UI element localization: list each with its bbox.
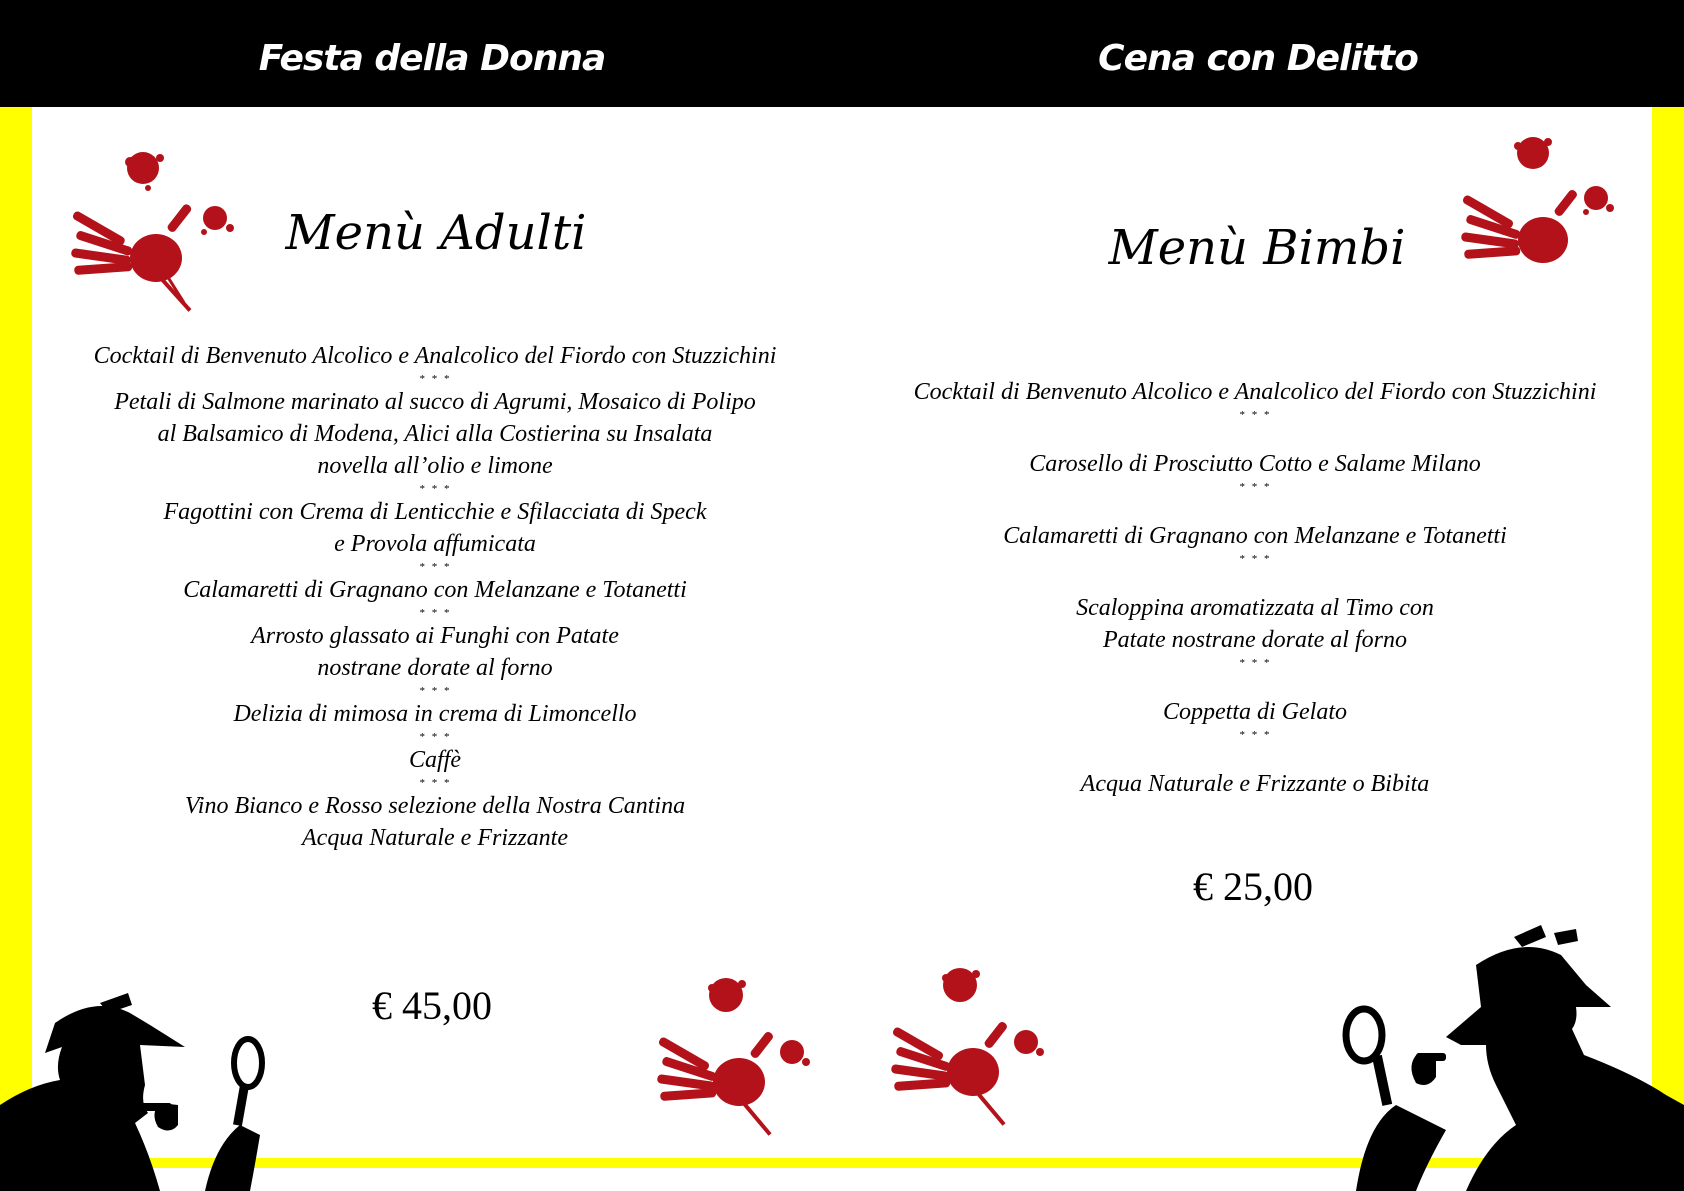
bloody-handprint-icon	[888, 960, 1058, 1130]
separator: * * *	[1239, 481, 1271, 493]
menu-item: Acqua Naturale e Frizzante o Bibita	[1080, 771, 1430, 797]
separator: * * *	[419, 373, 451, 385]
separator: * * *	[419, 731, 451, 743]
adult-menu-list	[40, 340, 830, 854]
bloody-handprint-icon	[1458, 128, 1628, 298]
adult-menu-price: € 45,00	[372, 983, 492, 1028]
menu-item: Delizia di mimosa in crema di Limoncello	[233, 701, 637, 727]
separator: * * *	[1239, 729, 1271, 741]
menu-item: al Balsamico di Modena, Alici alla Costierina su Insalata	[157, 421, 713, 447]
menu-item: Fagottini con Crema di Lenticchie e Sfilacciata di Speck	[163, 499, 707, 525]
header-title-left: Festa della Donna	[258, 38, 606, 79]
separator: * * *	[419, 777, 451, 789]
separator: * * *	[1239, 657, 1271, 669]
menu-item: Scaloppina aromatizzata al Timo con	[1076, 595, 1434, 621]
separator: * * *	[419, 607, 451, 619]
menu-item: Calamaretti di Gragnano con Melanzane e Totanetti	[1003, 523, 1507, 549]
separator: * * *	[419, 685, 451, 697]
header-title-right: Cena con Delitto	[1098, 38, 1418, 79]
adult-menu-heading: Menù Adulti	[285, 205, 587, 261]
menu-item: e Provola affumicata	[334, 531, 536, 557]
menu-item: Patate nostrane dorate al forno	[1103, 627, 1407, 653]
menu-item: Calamaretti di Gragnano con Melanzane e Totanetti	[183, 577, 687, 603]
menu-item: novella all’olio e limone	[317, 453, 553, 479]
menu-item: Vino Bianco e Rosso selezione della Nostra Cantina	[184, 793, 686, 819]
menu-item: Arrosto glassato ai Funghi con Patate	[251, 623, 619, 649]
separator: * * *	[1239, 409, 1271, 421]
menu-item: nostrane dorate al forno	[317, 655, 553, 681]
separator: * * *	[1239, 553, 1271, 565]
detective-silhouette-icon	[1336, 925, 1684, 1191]
menu-item: Cocktail di Benvenuto Alcolico e Analcolico del Fiordo con Stuzzichini	[913, 379, 1597, 405]
menu-item: Carosello di Prosciutto Cotto e Salame Milano	[1029, 451, 1481, 477]
menu-item: Coppetta di Gelato	[1163, 699, 1347, 725]
detective-silhouette-icon	[0, 985, 270, 1191]
separator: * * *	[419, 483, 451, 495]
kids-menu-price: € 25,00	[1193, 864, 1313, 909]
menu-item: Acqua Naturale e Frizzante	[302, 825, 568, 851]
menu-item: Petali di Salmone marinato al succo di Agrumi, Mosaico di Polipo	[114, 389, 756, 415]
separator: * * *	[419, 561, 451, 573]
menu-item: Cocktail di Benvenuto Alcolico e Analcolico del Fiordo con Stuzzichini	[93, 343, 777, 369]
kids-menu-list	[860, 376, 1650, 800]
kids-menu-heading: Menù Bimbi	[1108, 220, 1406, 276]
bloody-handprint-icon	[68, 140, 248, 315]
bloody-handprint-icon	[654, 970, 824, 1140]
menu-item: Caffè	[409, 747, 461, 773]
